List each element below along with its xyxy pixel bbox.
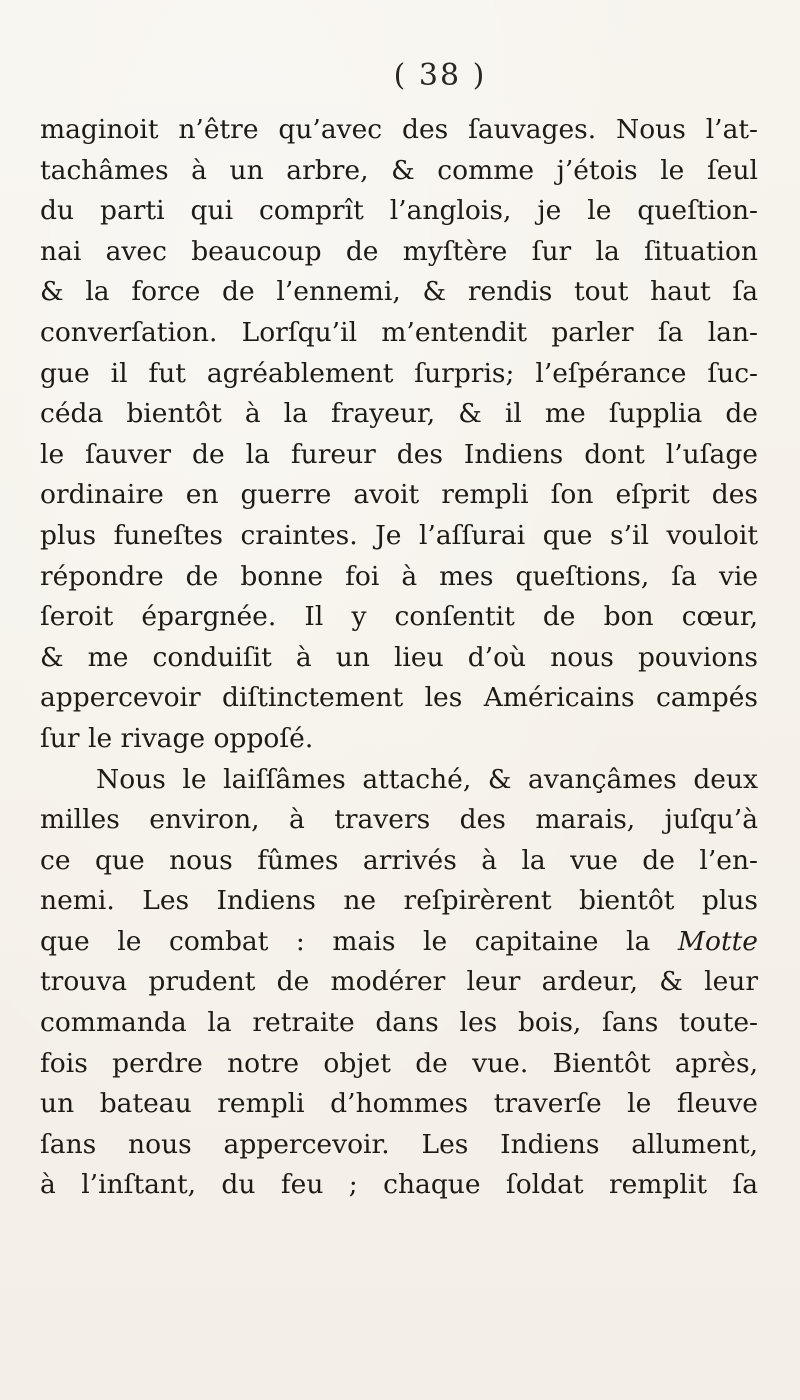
text-line: Nous le laiſſâmes attaché, & avançâmes deux	[96, 763, 758, 795]
text-line: trouva prudent de modérer leur ardeur, & leur	[40, 966, 758, 998]
text-line: commanda la retraite dans les bois, ſans toute-	[40, 1007, 758, 1039]
page-number: ( 38 )	[393, 58, 487, 93]
text-line: répondre de bonne foi à mes queſtions, ſa vie	[40, 560, 758, 592]
text-line: fois perdre notre objet de vue. Bientôt après,	[40, 1047, 758, 1079]
text-line: nai avec beaucoup de myſtère ſur la ſituation	[40, 235, 758, 267]
text-line: nemi. Les Indiens ne reſpirèrent bientôt plus	[40, 885, 758, 917]
text-line: le ſauver de la fureur des Indiens dont l’uſage	[40, 438, 758, 470]
text-line: milles environ, à travers des marais, juſqu’à	[40, 804, 758, 836]
text-line: céda bientôt à la frayeur, & il me ſupplia de	[40, 398, 758, 430]
text-segment: que le combat : mais le capitaine la	[40, 925, 651, 957]
text-line: plus funeſtes craintes. Je l’aſſurai que s’il vouloit	[40, 519, 758, 551]
text-line: ſur le rivage oppoſé.	[40, 722, 314, 754]
text-line: ce que nous fûmes arrivés à la vue de l’en-	[40, 844, 758, 876]
text-line: & la force de l’ennemi, & rendis tout haut ſa	[40, 276, 758, 308]
italic-name: Motte	[677, 925, 758, 957]
text-line: tachâmes à un arbre, & comme j’étois le ſeul	[40, 154, 758, 186]
text-line: maginoit n’être qu’avec des ſauvages. Nous l’at-	[40, 114, 758, 145]
text-line: ordinaire en guerre avoit rempli ſon eſprit des	[40, 479, 758, 511]
text-line-with-name	[40, 922, 758, 963]
body-text	[40, 110, 758, 1206]
text-line: & me conduiſit à un lieu d’où nous pouvions	[40, 641, 758, 673]
text-line: ſeroit épargnée. Il y conſentit de bon cœur,	[40, 601, 758, 633]
text-line: ſans nous appercevoir. Les Indiens allument,	[40, 1128, 758, 1160]
text-line: appercevoir diſtinctement les Américains campés	[40, 682, 758, 714]
text-line: du parti qui comprît l’anglois, je le queſtion-	[40, 195, 758, 227]
text-line: converſation. Lorſqu’il m’entendit parler ſa lan-	[40, 316, 758, 348]
text-line: à l’inſtant, du feu ; chaque ſoldat remplit ſa	[40, 1169, 758, 1201]
text-line: gue il fut agréablement ſurpris; l’eſpérance ſuc-	[40, 357, 758, 389]
text-line: un bateau rempli d’hommes traverſe le fleuve	[40, 1088, 758, 1120]
